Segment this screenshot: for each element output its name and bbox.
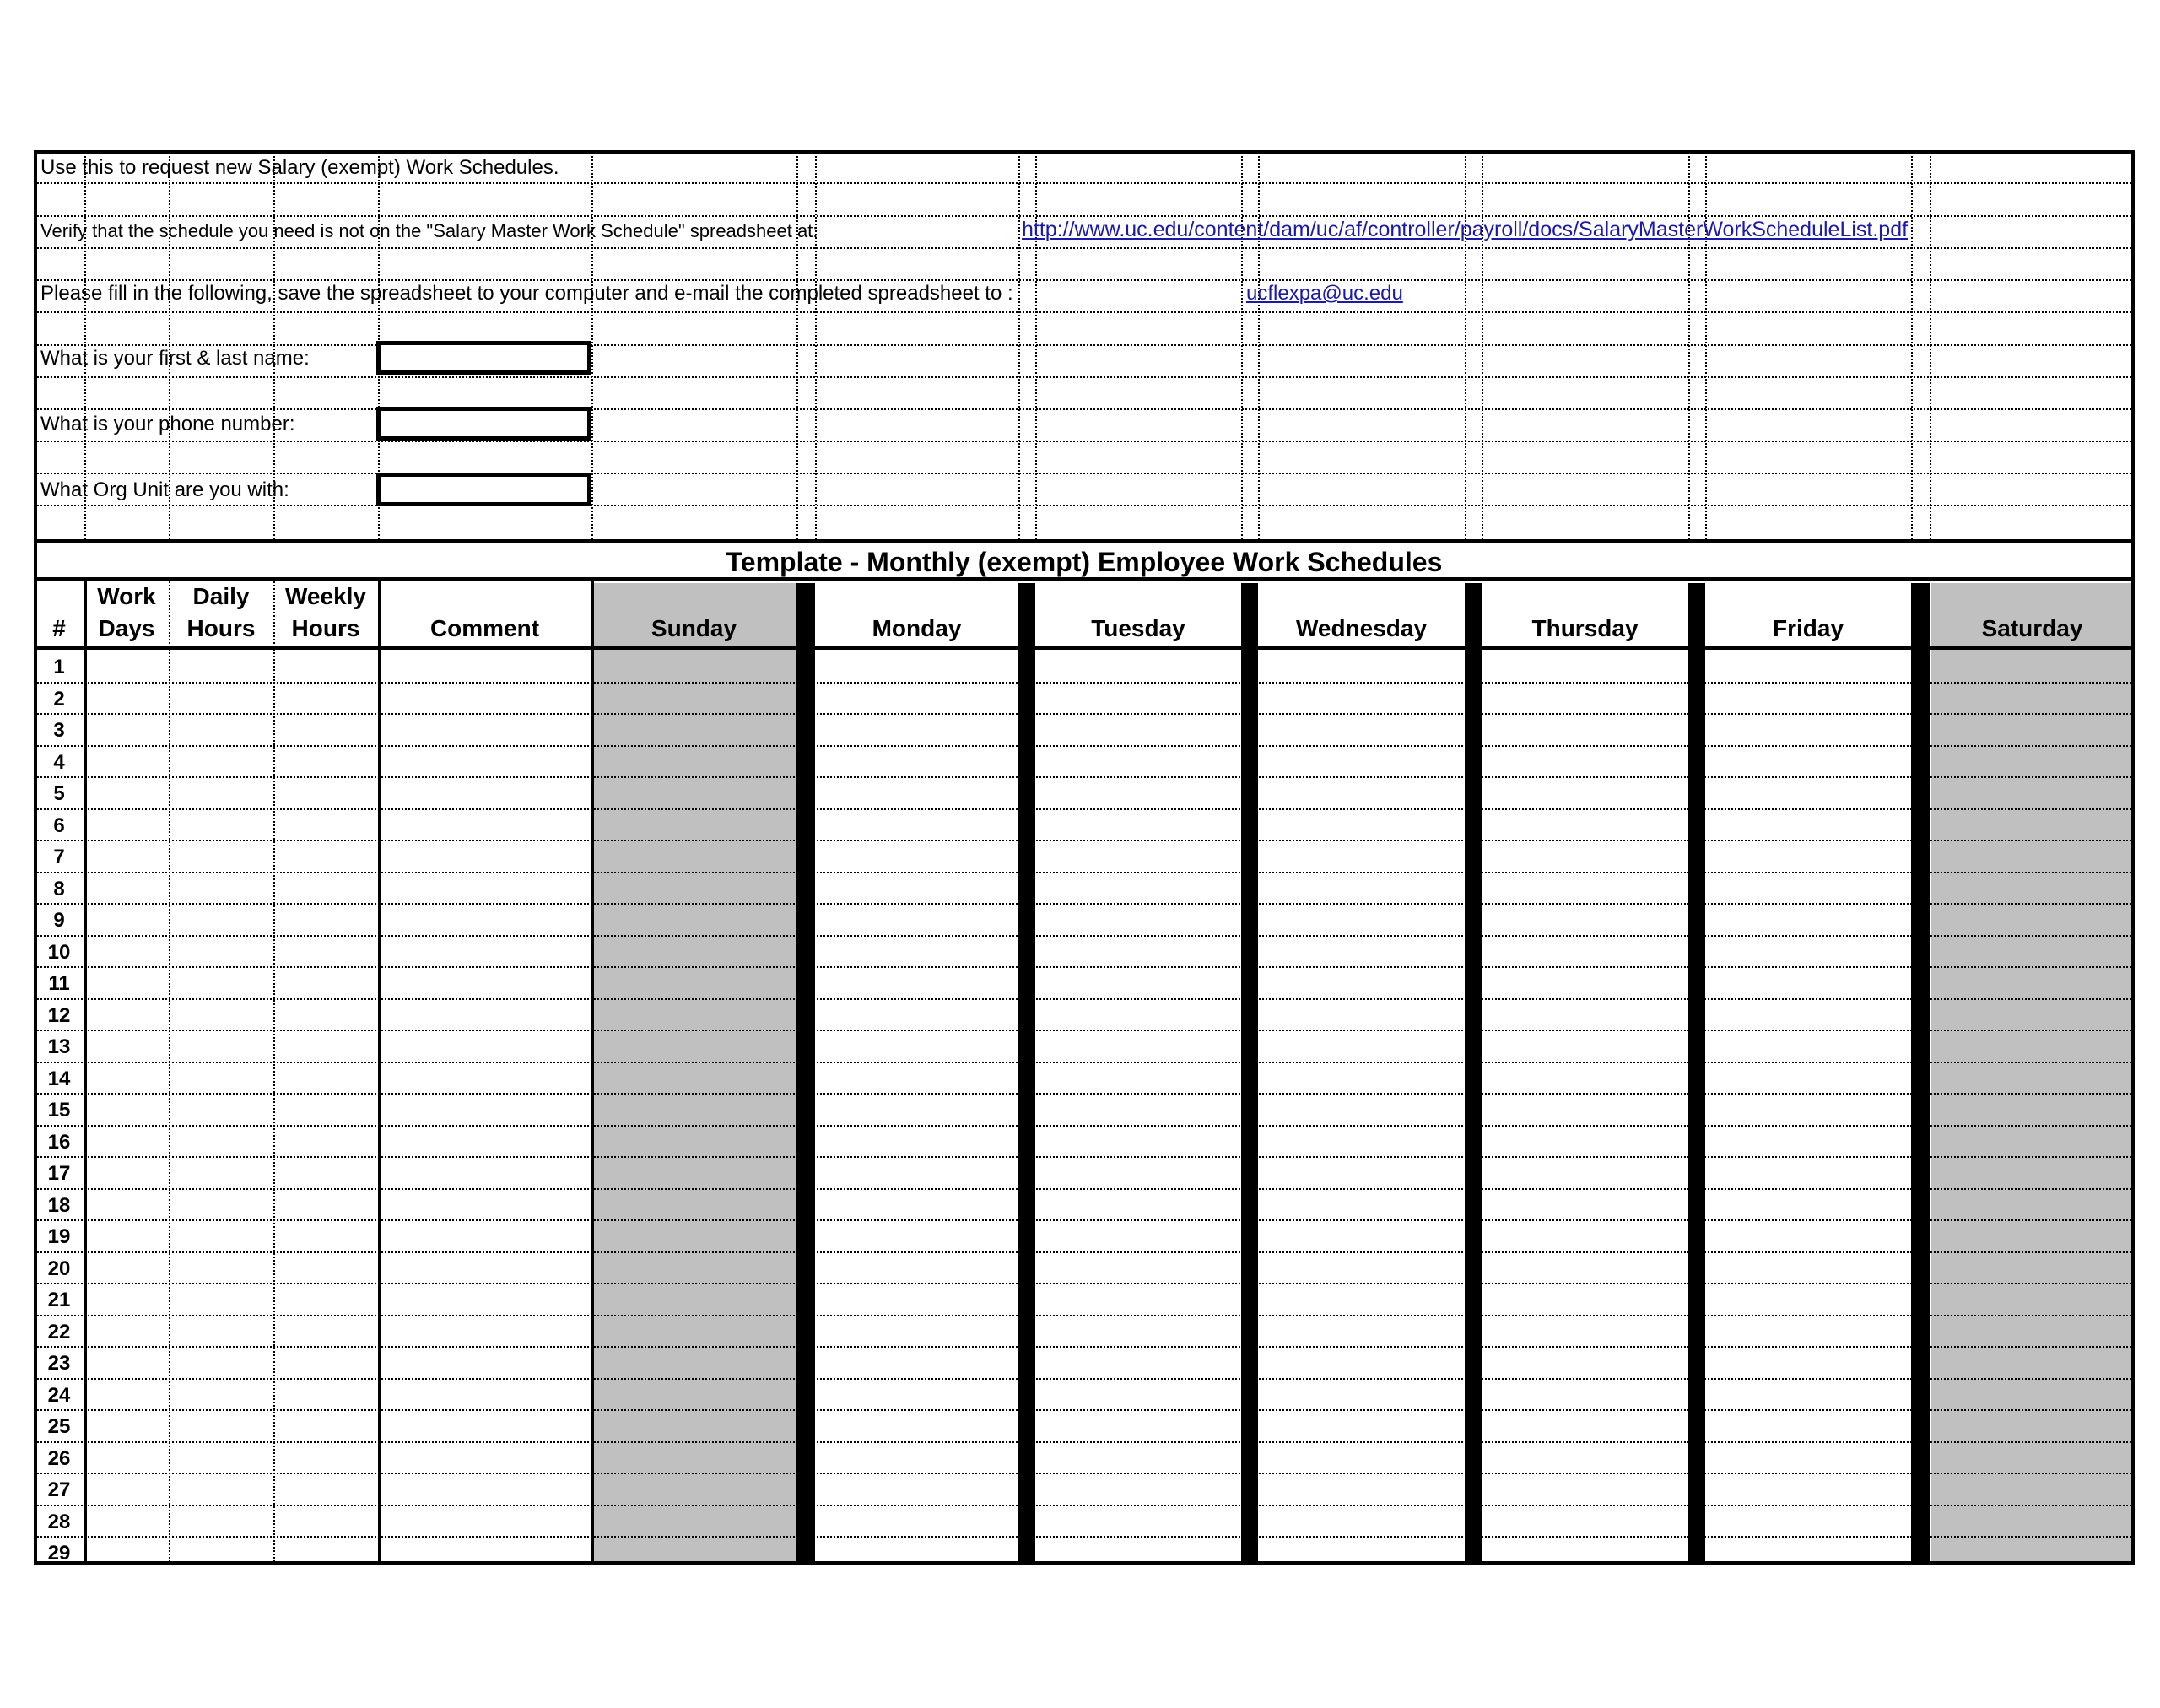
schedule-title: Template - Monthly (exempt) Employee Work Schedules (726, 547, 1443, 577)
row-number: 29 (47, 1542, 71, 1565)
header-work-days-line1: Work (97, 583, 156, 609)
schedule-request-sheet (34, 150, 2135, 1565)
intro-line-3: Please fill in the following, save the spreadsheet to your computer and e-mail the completed spreadsheet to : (40, 282, 1013, 305)
header-monday: Monday (872, 615, 962, 641)
row-number: 23 (47, 1352, 71, 1375)
header-daily-hours-line2: Hours (186, 615, 256, 641)
row-number: 11 (48, 972, 70, 995)
header-wednesday: Wednesday (1295, 615, 1428, 641)
row-number: 13 (47, 1035, 71, 1058)
row-number: 5 (53, 782, 65, 805)
org-label: What Org Unit are you with: (40, 478, 289, 501)
header-work-days-line2: Days (98, 615, 155, 641)
header-friday: Friday (1772, 615, 1844, 641)
row-number: 24 (47, 1383, 71, 1407)
row-number: 27 (47, 1478, 71, 1501)
row-number: 25 (47, 1415, 71, 1438)
row-number: 6 (53, 813, 65, 837)
row-number: 26 (47, 1446, 71, 1470)
name-label: What is your first & last name: (40, 347, 310, 370)
row-number: 8 (53, 877, 65, 900)
row-number: 21 (47, 1289, 71, 1311)
row-number: 19 (47, 1225, 71, 1248)
row-number: 20 (47, 1257, 71, 1280)
row-number: 1 (53, 656, 65, 678)
row-number: 22 (47, 1320, 71, 1343)
header-comment: Comment (429, 615, 540, 641)
header-weekly-hours-line2: Hours (291, 615, 360, 641)
row-number: 2 (53, 687, 65, 711)
row-number: 10 (47, 940, 71, 964)
row-number: 18 (47, 1193, 71, 1217)
header-thursday: Thursday (1531, 615, 1639, 641)
row-number: 9 (53, 909, 65, 932)
row-number: 12 (47, 1003, 71, 1027)
header-tuesday: Tuesday (1091, 615, 1185, 641)
header-weekly-hours-line1: Weekly (285, 583, 366, 609)
row-number: 14 (47, 1067, 71, 1090)
row-number: 15 (47, 1099, 71, 1122)
row-number: 17 (47, 1162, 71, 1185)
header-number: # (52, 615, 66, 641)
row-number: 7 (53, 846, 65, 868)
intro-line-1: Use this to request new Salary (exempt) Work Schedules. (40, 156, 559, 179)
header-sunday: Sunday (651, 615, 737, 641)
email-link[interactable]: ucflexpa@uc.edu (1246, 282, 1403, 305)
row-number: 4 (53, 750, 65, 774)
master-schedule-link[interactable]: http://www.uc.edu/content/dam/uc/af/controller/payroll/docs/SalaryMasterWorkScheduleList.pdf (1022, 218, 1909, 241)
row-number: 3 (53, 719, 65, 742)
header-saturday: Saturday (1981, 615, 2083, 641)
row-number: 16 (47, 1130, 71, 1154)
row-number: 28 (47, 1510, 71, 1533)
phone-label: What is your phone number: (40, 413, 295, 435)
sheet-border (34, 150, 2135, 1565)
header-daily-hours-line1: Daily (192, 583, 250, 609)
intro-line-2: Verify that the schedule you need is not on the "Salary Master Work Schedule" spreadsheet at: (40, 220, 818, 241)
